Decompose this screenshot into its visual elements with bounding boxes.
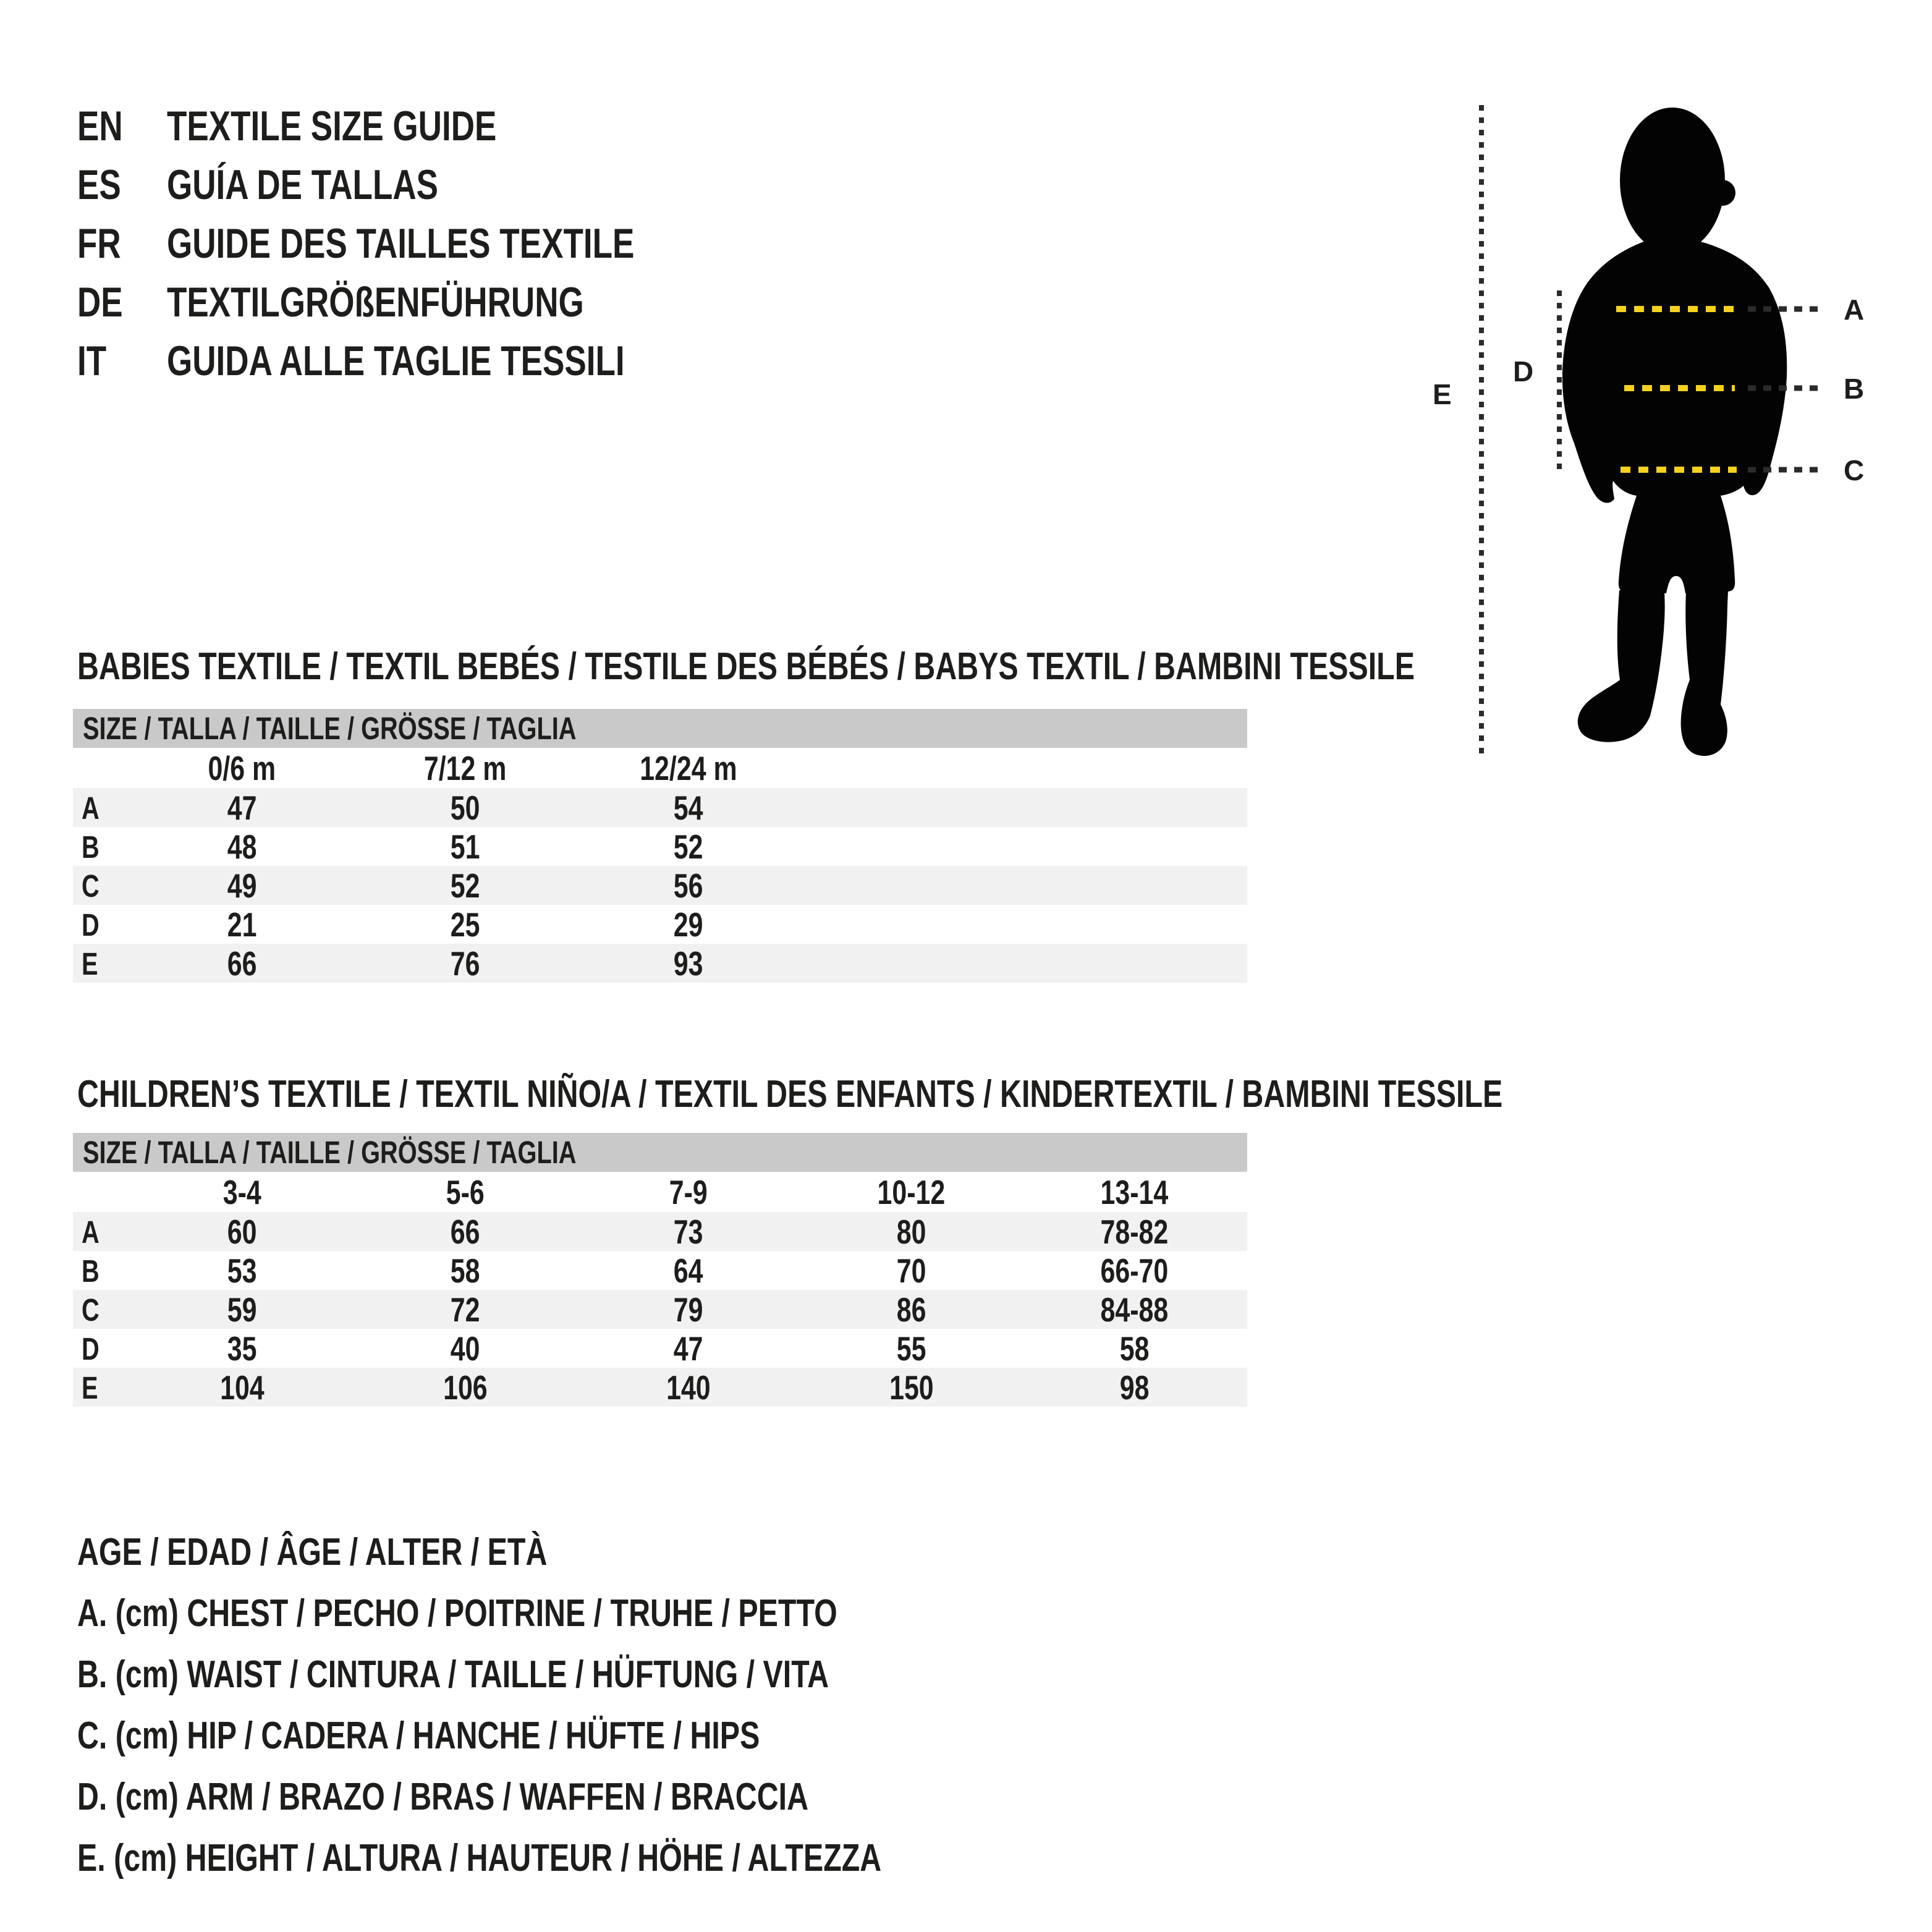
table-row [73,866,1247,905]
row-label: A [82,790,100,826]
legend-line-arm: D. (cm) ARM / BRAZO / BRAS / WAFFEN / BRACCIA [77,1776,809,1818]
children-section-title: CHILDREN’S TEXTILE / TEXTIL NIÑO/A / TEXTIL DES ENFANTS / KINDERTEXTIL / BAMBINI TESSILE [77,1073,1503,1116]
language-row [77,331,766,390]
table-cell: 104 [219,1368,265,1407]
language-row [77,273,766,331]
table-cell: 50 [450,789,480,827]
table-cell: 150 [889,1368,934,1407]
measure-label-c: C [1844,454,1865,486]
column-header: 7-9 [669,1172,708,1211]
guide-title: TEXTILGRÖßENFÜHRUNG [167,278,584,326]
measure-label-a: A [1844,294,1865,326]
children-size-table [73,1133,1247,1407]
table-row [73,1290,1247,1329]
measurement-legend [77,1522,1108,1889]
measure-label-e: E [1433,378,1452,410]
table-cell: 29 [673,905,703,944]
table-cell: 47 [673,1329,703,1368]
table-cell: 55 [896,1329,926,1368]
row-label: D [82,907,100,943]
table-row [73,788,1247,827]
table-cell: 49 [227,866,257,905]
column-header: 7/12 m [423,748,507,787]
column-header: 13-14 [1100,1172,1169,1211]
table-cell: 73 [673,1213,703,1251]
language-code: ES [77,161,121,208]
row-label: D [82,1331,100,1366]
table-cell: 60 [227,1213,257,1251]
size-header-bar: SIZE / TALLA / TAILLE / GRÖSSE / TAGLIA [73,709,1247,748]
measure-label-d: D [1513,355,1534,388]
language-row [77,96,766,155]
legend-line-chest: A. (cm) CHEST / PECHO / POITRINE / TRUHE / PETTO [77,1592,837,1635]
measure-label-b: B [1844,373,1865,405]
table-cell: 58 [1119,1329,1150,1368]
children-column-header-row [73,1172,1247,1212]
row-label: A [82,1214,100,1250]
legend-line-age: AGE / EDAD / ÂGE / ALTER / ETÀ [77,1531,548,1574]
table-cell: 66-70 [1100,1252,1169,1290]
table-row [73,1329,1247,1368]
table-cell: 35 [227,1329,257,1368]
language-row [77,155,766,214]
language-title-block [77,96,766,390]
table-cell: 47 [227,789,257,827]
row-label: C [82,868,100,904]
table-cell: 56 [673,866,703,905]
column-header: 3-4 [222,1172,261,1211]
language-code: FR [77,219,121,267]
table-cell: 54 [673,789,703,827]
size-header-bar: SIZE / TALLA / TAILLE / GRÖSSE / TAGLIA [73,1133,1247,1172]
language-code: DE [77,278,123,326]
table-cell: 52 [673,828,703,866]
babies-section-title: BABIES TEXTILE / TEXTIL BEBÉS / TESTILE DES BÉBÉS / BABYS TEXTIL / BAMBINI TESSILE [77,645,1415,688]
table-cell: 106 [443,1368,488,1407]
guide-title: GUÍA DE TALLAS [167,161,439,208]
row-label: B [82,1253,100,1289]
column-header: 12/24 m [639,748,737,787]
table-row [73,827,1247,866]
babies-size-table [73,709,1247,983]
guide-title: GUIDE DES TAILLES TEXTILE [167,219,635,267]
table-cell: 86 [896,1290,926,1329]
table-cell: 140 [666,1368,711,1407]
table-cell: 59 [227,1290,257,1329]
table-cell: 25 [450,905,480,944]
guide-title: TEXTILE SIZE GUIDE [167,102,497,150]
table-cell: 21 [227,905,257,944]
table-cell: 58 [450,1252,480,1290]
table-cell: 51 [450,828,480,866]
table-cell: 72 [450,1290,480,1329]
legend-line-waist: B. (cm) WAIST / CINTURA / TAILLE / HÜFTUNG / VITA [77,1653,829,1696]
table-cell: 53 [227,1252,257,1290]
legend-line-hip: C. (cm) HIP / CADERA / HANCHE / HÜFTE / HIPS [77,1714,760,1757]
column-header: 5-6 [446,1172,485,1211]
table-row [73,1251,1247,1290]
table-row [73,1212,1247,1251]
guide-title: GUIDA ALLE TAGLIE TESSILI [167,337,625,384]
table-cell: 76 [450,944,480,983]
table-cell: 48 [227,828,257,866]
table-cell: 40 [450,1329,480,1368]
row-label: C [82,1292,100,1328]
table-cell: 70 [896,1252,926,1290]
table-cell: 52 [450,866,480,905]
table-row [73,905,1247,944]
row-label: B [82,829,100,865]
row-label: E [82,1370,98,1405]
language-code: EN [77,102,123,150]
table-cell: 80 [896,1213,926,1251]
column-header: 10-12 [877,1172,946,1211]
language-row [77,214,766,273]
column-header: 0/6 m [208,748,276,787]
table-row [73,944,1247,983]
table-cell: 66 [450,1213,480,1251]
table-cell: 66 [227,944,257,983]
legend-line-height: E. (cm) HEIGHT / ALTURA / HAUTEUR / HÖHE / ALTEZZA [77,1837,882,1879]
table-cell: 93 [673,944,703,983]
language-code: IT [77,337,107,384]
table-row [73,1368,1247,1407]
table-cell: 84-88 [1100,1290,1169,1329]
babies-column-header-row [73,748,1247,788]
table-cell: 78-82 [1100,1213,1169,1251]
table-cell: 79 [673,1290,703,1329]
table-cell: 98 [1119,1368,1150,1407]
row-label: E [82,946,98,981]
table-cell: 64 [673,1252,703,1290]
